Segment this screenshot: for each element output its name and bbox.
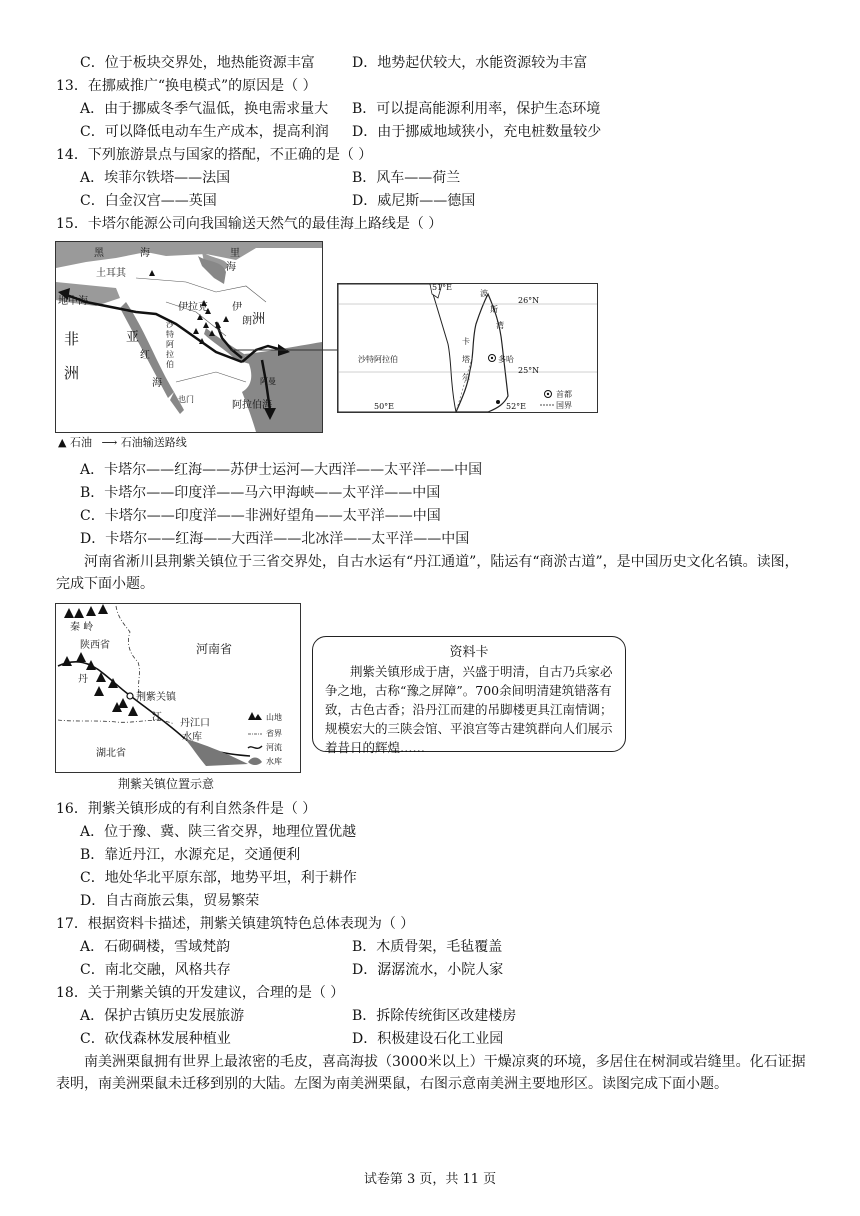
map1-label-yemen: 也门 <box>178 395 194 404</box>
q18-option-d: D．积极建设石化工业园 <box>352 1031 504 1047</box>
map2-lon-52: 52°E <box>506 402 527 411</box>
map3-town: 荆紫关镇 <box>136 692 176 703</box>
map3-henan: 河南省 <box>196 642 233 656</box>
q15-option-c: C．卡塔尔——印度洋——非洲好望角——太平洋——中国 <box>80 508 441 524</box>
map2-qatar-2: 塔 <box>462 355 470 364</box>
q12-option-c: C．位于板块交界处，地热能资源丰富 <box>80 55 315 71</box>
map1-legend <box>58 434 187 450</box>
map1-label-oman: 阿曼 <box>260 377 276 386</box>
q13-option-c: C．可以降低电动车生产成本，提高利润 <box>80 124 329 140</box>
map1-label-ya: 亚 <box>126 330 140 345</box>
legend-route-label: 石油输送路线 <box>120 436 187 449</box>
map3-jiang: 江 <box>152 712 162 723</box>
map3-hubei: 湖北省 <box>96 748 126 759</box>
q14-option-b: B．风车——荷兰 <box>352 170 461 186</box>
map3-dan: 丹 <box>78 674 88 685</box>
map2-doha: 多哈 <box>498 355 514 364</box>
jingziguan-intro: 河南省淅川县荆紫关镇位于三省交界处，自古水运有“丹江通道”，陆运有“商淤古道”，是中国历史文化名镇。读图，完成下面小题。 <box>56 554 799 592</box>
map1-label-lihai: 里 <box>230 248 240 259</box>
map3-legend-river: 河流 <box>266 743 282 752</box>
map3-legend-border: 省界 <box>266 729 282 738</box>
map-connector <box>230 340 340 360</box>
q16-option-d: D．自古商旅云集，贸易繁荣 <box>80 893 260 909</box>
q14-option-c: C．白金汉宫——英国 <box>80 193 217 209</box>
map2-saudi: 沙特阿拉伯 <box>358 355 398 364</box>
map1-label-turkey: 土耳其 <box>96 268 126 279</box>
q17-option-b: B．木质骨架，毛毡覆盖 <box>352 939 503 955</box>
q13-option-a: A．由于挪威冬季气温低，换电需求量大 <box>80 101 329 117</box>
map2-lat-26: 26°N <box>518 296 540 305</box>
q16-option-b: B．靠近丹江，水源充足，交通便利 <box>80 847 301 863</box>
q12-option-d: D．地势起伏较大，水能资源较为丰富 <box>352 55 588 71</box>
q15-option-b: B．卡塔尔——印度洋——马六甲海峡——太平洋——中国 <box>80 485 441 501</box>
q17-option-c: C．南北交融，风格共存 <box>80 962 231 978</box>
q18-option-b: B．拆除传统街区改建楼房 <box>352 1008 517 1024</box>
map1-label-hai3: 海 <box>152 378 162 389</box>
q13-option-d: D．由于挪威地域狭小，充电桩数量较少 <box>352 124 602 140</box>
q16-option-c: C．地处华北平原东部，地势平坦，利于耕作 <box>80 870 357 886</box>
q18-stem: 18．关于荆紫关镇的开发建议，合理的是（ ） <box>56 985 345 1001</box>
q16-stem: 16．荆紫关镇形成的有利自然条件是（ ） <box>56 801 317 817</box>
data-card-title: 资料卡 <box>449 645 489 660</box>
map3-reservoir-2: 水库 <box>182 732 202 743</box>
q13-option-b: B．可以提高能源利用率，保护生态环境 <box>352 101 601 117</box>
q15-option-a: A．卡塔尔——红海——苏伊士运河—大西洋——太平洋——中国 <box>80 462 483 478</box>
q14-option-d: D．威尼斯——德国 <box>352 193 476 209</box>
map2-qatar-1: 卡 <box>462 337 470 346</box>
map2-persian-1: 波 <box>480 289 488 298</box>
route-arrow-icon: ⟶ <box>101 436 118 449</box>
q16-option-a: A．位于豫、冀、陕三省交界，地理位置优越 <box>80 824 357 840</box>
map1-label-hai2: 海 <box>226 262 236 273</box>
map1-label-zhou2: 洲 <box>252 312 266 327</box>
map2-persian-3: 湾 <box>496 321 504 330</box>
q14-option-a: A．埃菲尔铁塔——法国 <box>80 170 231 186</box>
data-card <box>312 636 626 755</box>
q18-option-c: C．砍伐森林发展种植业 <box>80 1031 231 1047</box>
legend-oil-label: 石油 <box>69 436 92 449</box>
map1-label-saudi: 沙特阿拉伯 <box>166 320 174 369</box>
q15-option-d: D．卡塔尔——红海——大西洋——北冰洋——太平洋——中国 <box>80 531 470 547</box>
q14-stem: 14．下列旅游景点与国家的搭配，不正确的是（ ） <box>56 147 373 163</box>
map2-lon-50: 50°E <box>374 402 395 411</box>
chinchilla-intro: 南美洲栗鼠拥有世界上最浓密的毛皮，喜高海拔（3000米以上）干燥凉爽的环境，多居住在树洞或岩缝里。化石证据表明，南美洲栗鼠未迁移到别的大陆。左图为南美洲栗鼠，右图示意南美洲主要地形区。读图完成下面小题。 <box>56 1054 806 1092</box>
map3-legend-reservoir: 水库 <box>266 757 282 766</box>
q15-stem: 15．卡塔尔能源公司向我国输送天然气的最佳海上路线是（ ） <box>56 216 443 232</box>
map1-label-arabsea: 阿拉伯海 <box>232 400 272 411</box>
q13-stem: 13．在挪威推广“换电模式”的原因是（ ） <box>56 78 317 94</box>
oil-icon: ▲ <box>58 436 67 449</box>
q17-stem: 17．根据资料卡描述，荆紫关镇建筑特色总体表现为（ ） <box>56 916 415 932</box>
map2-lon-51: 51°E <box>432 283 453 292</box>
page-footer: 试卷第 3 页，共 11 页 <box>363 1172 497 1187</box>
map3-reservoir-1: 丹江口 <box>180 718 210 729</box>
map1-label-dizhonghai: 地中海 <box>58 296 88 307</box>
data-card-body: 荆紫关镇形成于唐，兴盛于明清，自古乃兵家必争之地，古称“豫之屏障”。700余间明清建筑错落有致，古色古香；沿丹江而建的吊脚楼更具江南情调；规模宏大的三陕会馆、平浪宫等古建筑群向人们展示着昔日的辉煌…… <box>325 664 613 755</box>
map3-legend-mountain: 山地 <box>266 713 282 722</box>
map2-legend-border: 国界 <box>556 401 572 410</box>
map2-lat-25: 25°N <box>518 366 540 375</box>
map1-label-yi: 伊 <box>232 302 242 313</box>
map1-label-fei: 非 <box>64 330 80 348</box>
map1-label-zhou1: 洲 <box>64 364 80 382</box>
q17-option-d: D．潺潺流水，小院人家 <box>352 962 504 978</box>
map3-caption: 荆紫关镇位置示意 <box>118 777 215 791</box>
map1-label-iraq: 伊拉克 <box>178 302 208 313</box>
map1-label-heihai: 黑 <box>94 248 104 259</box>
map3-shaanxi: 陕西省 <box>80 640 110 651</box>
map2-qatar-3: 尔 <box>462 373 470 382</box>
map2-persian-2: 斯 <box>490 305 498 314</box>
qatar-map <box>337 283 598 413</box>
map3-qinling: 秦 岭 <box>70 622 94 633</box>
jingziguan-map <box>55 603 301 773</box>
q17-option-a: A．石砌碉楼，雪域梵韵 <box>80 939 231 955</box>
map1-label-hong: 红 <box>140 350 150 361</box>
map1-label-hai1: 海 <box>140 248 150 259</box>
map2-legend-capital: 首都 <box>556 390 572 399</box>
middle-east-map <box>55 241 323 433</box>
q18-option-a: A．保护古镇历史发展旅游 <box>80 1008 245 1024</box>
map1-label-lang: 朗 <box>242 316 252 327</box>
